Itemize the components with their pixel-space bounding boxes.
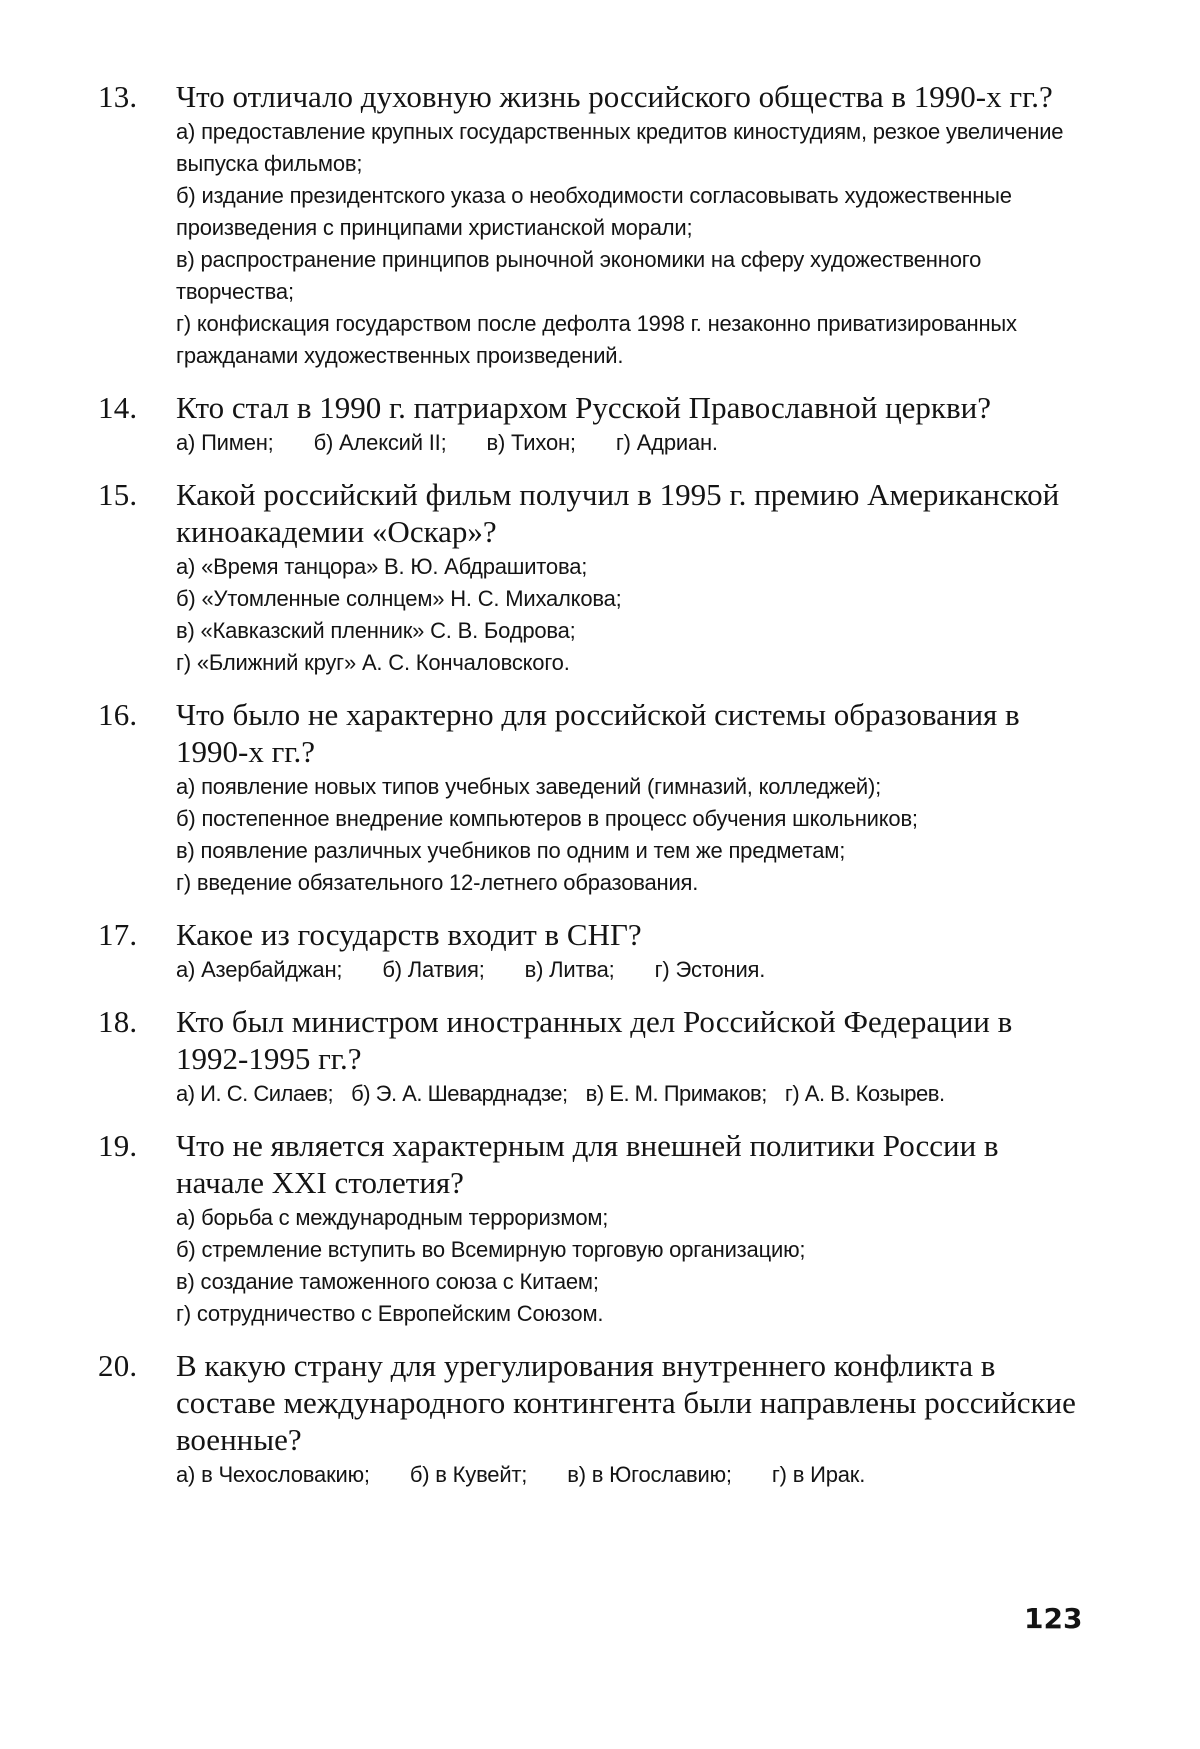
- question-number: 17.: [98, 917, 138, 952]
- option-v: в) появление различных учебников по одним и тем же предметам;: [176, 838, 846, 863]
- options-list: [176, 1202, 1090, 1330]
- option-b: б) Э. А. Шеварднадзе;: [351, 1081, 568, 1106]
- option-b: б) «Утомленные солнцем» Н. С. Михалкова;: [176, 586, 622, 611]
- test-page: [98, 78, 1090, 1491]
- question-body: [176, 1003, 1090, 1110]
- option-b: б) в Кувейт;: [409, 1462, 528, 1487]
- question-body: [176, 916, 1090, 986]
- option-b: б) издание президентского указа о необходимости согласовывать художественные произведения с принципами христианской морали;: [176, 183, 1012, 240]
- options-list: [176, 954, 1090, 986]
- question-number: 15.: [98, 477, 138, 512]
- option-a: а) появление новых типов учебных заведений (гимназий, колледжей);: [176, 774, 881, 799]
- option-a: а) предоставление крупных государственных кредитов киностудиям, резкое увеличение выпуска фильмов;: [176, 119, 1064, 176]
- option-g: г) в Ирак.: [771, 1462, 866, 1487]
- question-text: Кто стал в 1990 г. патриархом Русской Православной церкви?: [176, 390, 991, 425]
- option-v: в) «Кавказский пленник» С. В. Бодрова;: [176, 618, 576, 643]
- question-number: 18.: [98, 1004, 138, 1039]
- question-19: [98, 1127, 1090, 1330]
- question-number: 13.: [98, 79, 138, 114]
- question-number: 20.: [98, 1348, 138, 1383]
- option-a: а) Пимен;: [176, 430, 274, 455]
- options-list: [176, 1459, 1090, 1491]
- option-v: в) распространение принципов рыночной экономики на сферу художественного творчества;: [176, 247, 982, 304]
- question-number: 16.: [98, 697, 138, 732]
- option-a: а) И. С. Силаев;: [176, 1081, 334, 1106]
- question-body: [176, 1127, 1090, 1330]
- question-number: 14.: [98, 390, 138, 425]
- options-list: [176, 427, 1090, 459]
- question-16: [98, 696, 1090, 899]
- question-text: В какую страну для урегулирования внутреннего конфликта в составе международного контингента были направлены российские военные?: [176, 1348, 1076, 1457]
- page-number: 123: [1024, 1602, 1083, 1635]
- option-b: б) стремление вступить во Всемирную торговую организацию;: [176, 1237, 806, 1262]
- option-g: г) Адриан.: [615, 430, 718, 455]
- option-a: а) «Время танцора» В. Ю. Абдрашитова;: [176, 554, 588, 579]
- question-13: [98, 78, 1090, 372]
- options-list: [176, 116, 1090, 372]
- option-v: в) Тихон;: [486, 430, 576, 455]
- options-list: [176, 771, 1090, 899]
- question-15: [98, 476, 1090, 679]
- option-g: г) конфискация государством после дефолта 1998 г. незаконно приватизированных гражданами художественных произведений.: [176, 311, 1017, 368]
- option-b: б) Латвия;: [382, 957, 485, 982]
- question-body: [176, 1347, 1090, 1491]
- option-v: в) в Югославию;: [567, 1462, 732, 1487]
- option-v: в) Е. М. Примаков;: [585, 1081, 767, 1106]
- question-text: Что отличало духовную жизнь российского общества в 1990-х гг.?: [176, 79, 1053, 114]
- question-body: [176, 78, 1090, 372]
- option-g: г) «Ближний круг» А. С. Кончаловского.: [176, 650, 570, 675]
- options-list: [176, 1078, 1090, 1110]
- options-list: [176, 551, 1090, 679]
- question-text: Какой российский фильм получил в 1995 г. премию Американской киноакадемии «Оскар»?: [176, 477, 1060, 549]
- option-b: б) Алексий II;: [313, 430, 447, 455]
- option-a: а) в Чехословакию;: [176, 1462, 370, 1487]
- question-14: [98, 389, 1090, 459]
- question-text: Какое из государств входит в СНГ?: [176, 917, 642, 952]
- question-number: 19.: [98, 1128, 138, 1163]
- option-v: в) создание таможенного союза с Китаем;: [176, 1269, 599, 1294]
- option-v: в) Литва;: [524, 957, 615, 982]
- question-text: Кто был министром иностранных дел Российской Федерации в 1992-1995 гг.?: [176, 1004, 1013, 1076]
- question-18: [98, 1003, 1090, 1110]
- option-a: а) борьба с международным терроризмом;: [176, 1205, 609, 1230]
- question-body: [176, 476, 1090, 679]
- question-text: Что не является характерным для внешней политики России в начале XXI столетия?: [176, 1128, 999, 1200]
- option-g: г) А. В. Козырев.: [784, 1081, 945, 1106]
- question-body: [176, 389, 1090, 459]
- option-g: г) Эстония.: [654, 957, 766, 982]
- option-g: г) введение обязательного 12-летнего образования.: [176, 870, 699, 895]
- option-g: г) сотрудничество с Европейским Союзом.: [176, 1301, 604, 1326]
- question-20: [98, 1347, 1090, 1491]
- question-body: [176, 696, 1090, 899]
- option-b: б) постепенное внедрение компьютеров в процесс обучения школьников;: [176, 806, 918, 831]
- question-text: Что было не характерно для российской системы образования в 1990-х гг.?: [176, 697, 1020, 769]
- question-17: [98, 916, 1090, 986]
- option-a: а) Азербайджан;: [176, 957, 343, 982]
